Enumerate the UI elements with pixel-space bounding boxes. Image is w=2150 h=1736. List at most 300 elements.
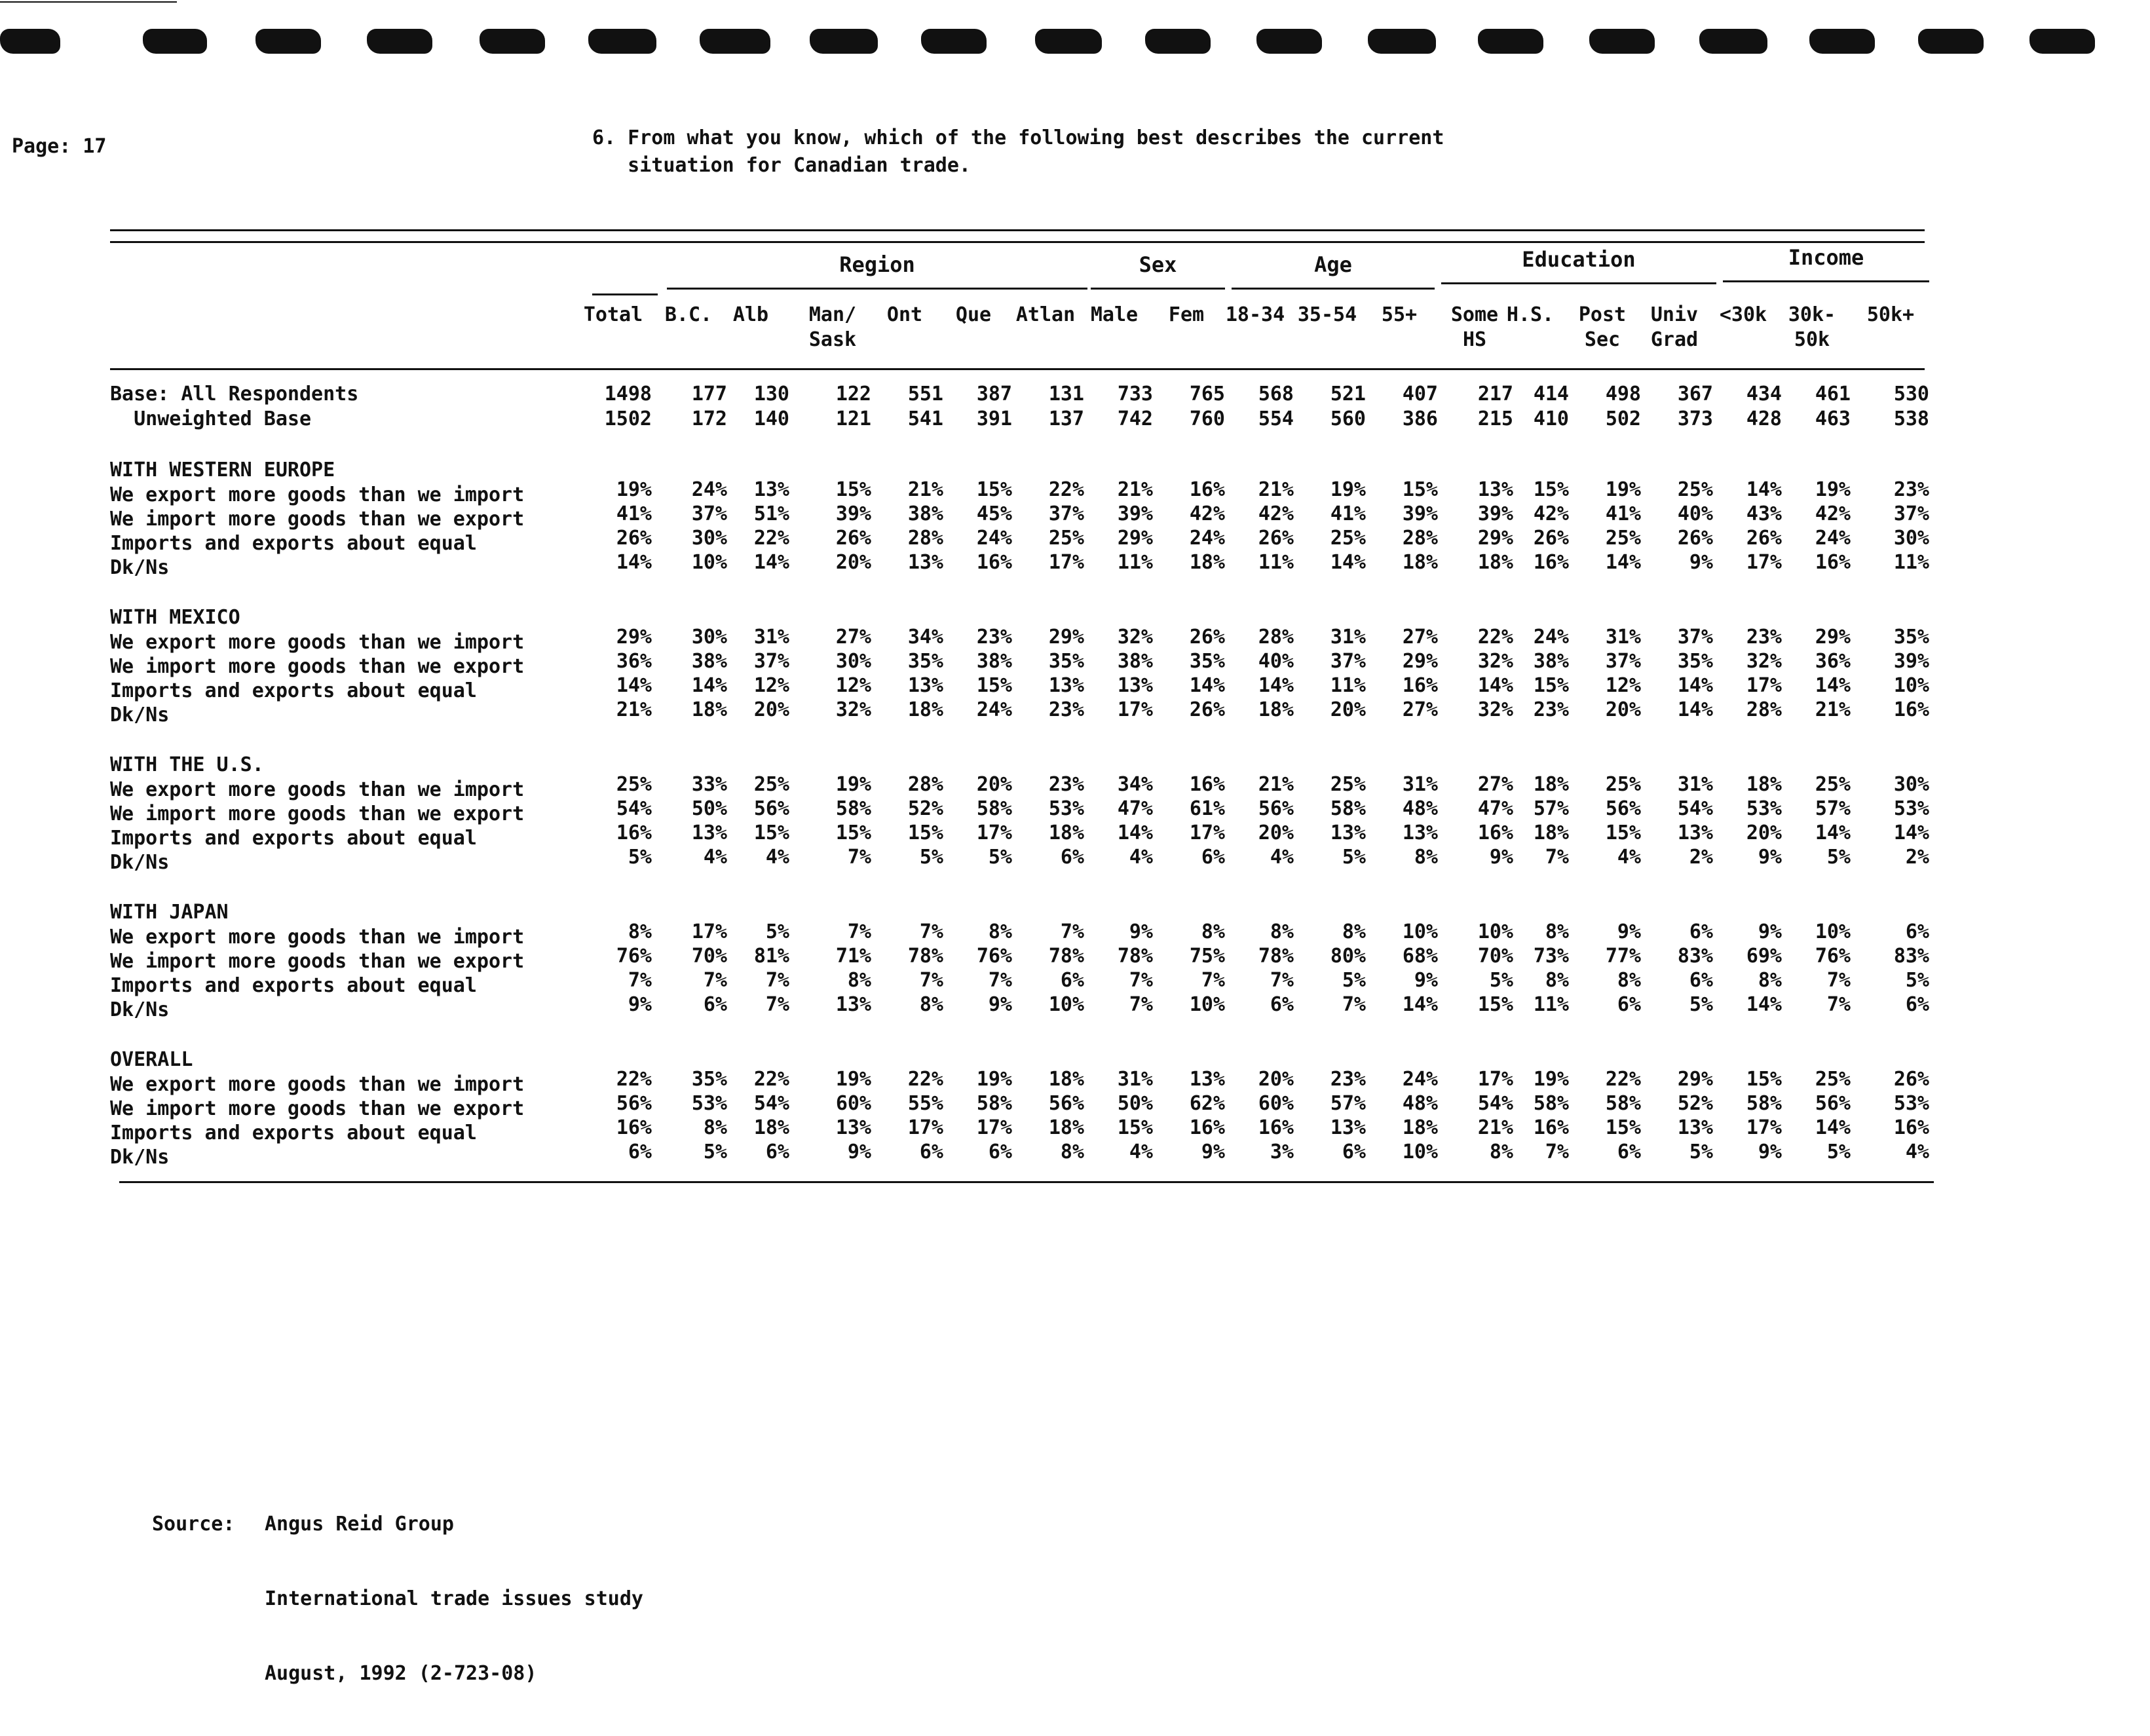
- column-header-line-1: Post: [1578, 303, 1627, 326]
- table-cell: 54%: [1477, 1092, 1513, 1115]
- table-cell: 26%: [1677, 527, 1713, 550]
- group-header: Education: [1522, 247, 1636, 272]
- column-header-line-1: Man/: [808, 303, 857, 326]
- table-cell: 8%: [1617, 969, 1641, 992]
- column-header: [1773, 303, 1851, 352]
- table-cell: 25%: [753, 773, 789, 796]
- table-cell: 9%: [1758, 1141, 1782, 1163]
- table-cell: 54%: [1677, 797, 1713, 820]
- column-header-line-1: Univ: [1650, 303, 1699, 326]
- unweighted-row-cell: 428: [1746, 407, 1782, 430]
- base-row-cell: 434: [1746, 383, 1782, 406]
- table-cell: 28%: [1746, 698, 1782, 721]
- table-cell: 6%: [1905, 920, 1929, 943]
- table-cell: 2%: [1905, 846, 1929, 869]
- table-cell: 29%: [1477, 527, 1513, 550]
- table-cell: 5%: [1826, 846, 1851, 869]
- table-cell: 25%: [1048, 527, 1084, 550]
- table-cell: 13%: [907, 551, 943, 574]
- table-cell: 17%: [1189, 821, 1225, 844]
- table-cell: 7%: [628, 969, 652, 992]
- question-line-1: 6. From what you know, which of the following best describes the current: [592, 126, 1444, 149]
- perforation-mark: [810, 29, 878, 54]
- group-underline: [667, 288, 1087, 290]
- table-cell: 43%: [1746, 502, 1782, 525]
- table-cell: 7%: [1342, 993, 1366, 1016]
- table-cell: 56%: [753, 797, 789, 820]
- table-cell: 62%: [1189, 1092, 1225, 1115]
- table-cell: 21%: [907, 478, 943, 501]
- table-cell: 29%: [616, 626, 652, 649]
- base-row-cell: 122: [835, 383, 871, 406]
- table-cell: 14%: [1117, 821, 1153, 844]
- table-cell: 34%: [907, 626, 943, 649]
- unweighted-row-cell: 560: [1330, 407, 1366, 430]
- table-cell: 38%: [1117, 650, 1153, 673]
- table-cell: 15%: [1605, 1116, 1641, 1139]
- table-cell: 26%: [616, 527, 652, 550]
- table-cell: 16%: [1893, 698, 1929, 721]
- table-cell: 28%: [907, 773, 943, 796]
- unweighted-row-cell: 742: [1117, 407, 1153, 430]
- table-cell: 31%: [1605, 626, 1641, 649]
- table-cell: 4%: [765, 846, 789, 869]
- table-cell: 23%: [1533, 698, 1569, 721]
- column-header: [1705, 303, 1782, 328]
- table-cell: 39%: [835, 502, 871, 525]
- base-row-cell: 551: [907, 383, 943, 406]
- table-cell: 32%: [1477, 698, 1513, 721]
- table-cell: 18%: [1048, 821, 1084, 844]
- table-cell: 60%: [835, 1092, 871, 1115]
- table-cell: 54%: [753, 1092, 789, 1115]
- perforation-mark: [921, 29, 987, 54]
- table-cell: 20%: [1330, 698, 1366, 721]
- source-note: [152, 1462, 643, 1685]
- table-cell: 5%: [1489, 969, 1513, 992]
- table-cell: 21%: [616, 698, 652, 721]
- column-header-line-1: Some: [1450, 303, 1499, 326]
- table-cell: 5%: [703, 1141, 727, 1163]
- table-cell: 27%: [1402, 626, 1438, 649]
- perforation-mark: [588, 29, 656, 54]
- table-cell: 38%: [976, 650, 1012, 673]
- table-cell: 16%: [1189, 1116, 1225, 1139]
- column-header-line-1: H.S.: [1506, 303, 1555, 326]
- table-cell: 8%: [703, 1116, 727, 1139]
- column-header: [1492, 303, 1569, 328]
- column-header: [935, 303, 1012, 328]
- section-title: WITH THE U.S.: [110, 753, 264, 776]
- table-cell: 61%: [1189, 797, 1225, 820]
- table-cell: 10%: [1893, 674, 1929, 697]
- column-header-line-1: Male: [1090, 303, 1139, 326]
- table-cell: 22%: [1477, 626, 1513, 649]
- table-cell: 56%: [616, 1092, 652, 1115]
- base-row-cell: 733: [1117, 383, 1153, 406]
- table-cell: 13%: [835, 993, 871, 1016]
- column-header: [1564, 303, 1641, 352]
- table-cell: 28%: [907, 527, 943, 550]
- table-cell: 50%: [691, 797, 727, 820]
- table-cell: 4%: [1270, 846, 1294, 869]
- table-cell: 32%: [1746, 650, 1782, 673]
- table-cell: 58%: [1330, 797, 1366, 820]
- table-cell: 58%: [1746, 1092, 1782, 1115]
- table-cell: 22%: [1048, 478, 1084, 501]
- table-cell: 24%: [976, 698, 1012, 721]
- table-cell: 20%: [835, 551, 871, 574]
- table-cell: 77%: [1605, 945, 1641, 968]
- table-cell: 83%: [1893, 945, 1929, 968]
- table-cell: 42%: [1258, 502, 1294, 525]
- table-cell: 34%: [1117, 773, 1153, 796]
- table-cell: 29%: [1117, 527, 1153, 550]
- table-cell: 10%: [1477, 920, 1513, 943]
- table-cell: 23%: [1048, 698, 1084, 721]
- unweighted-row-label: Unweighted Base: [110, 407, 312, 430]
- unweighted-row-cell: 502: [1605, 407, 1641, 430]
- group-underline: [1232, 288, 1435, 290]
- table-cell: 25%: [1677, 478, 1713, 501]
- table-cell: 27%: [835, 626, 871, 649]
- total-underline: [592, 293, 658, 295]
- table-cell: 6%: [1905, 993, 1929, 1016]
- table-cell: 17%: [976, 1116, 1012, 1139]
- table-cell: 14%: [1402, 993, 1438, 1016]
- section-title: OVERALL: [110, 1048, 193, 1071]
- perforation-mark: [1478, 29, 1543, 54]
- table-cell: 18%: [1048, 1068, 1084, 1091]
- table-cell: 7%: [847, 846, 871, 869]
- table-cell: 28%: [1402, 527, 1438, 550]
- table-cell: 14%: [1746, 993, 1782, 1016]
- group-underline: [1441, 282, 1716, 284]
- group-header: Income: [1788, 245, 1864, 270]
- table-cell: 60%: [1258, 1092, 1294, 1115]
- table-cell: 26%: [1533, 527, 1569, 550]
- table-cell: 58%: [1605, 1092, 1641, 1115]
- table-cell: 31%: [1402, 773, 1438, 796]
- table-cell: 4%: [1129, 846, 1153, 869]
- column-header-line-1: Fem: [1168, 303, 1205, 326]
- table-cell: 73%: [1533, 945, 1569, 968]
- table-cell: 4%: [1905, 1141, 1929, 1163]
- table-cell: 4%: [1129, 1141, 1153, 1163]
- table-cell: 7%: [1826, 969, 1851, 992]
- table-cell: 53%: [1746, 797, 1782, 820]
- table-cell: 25%: [1815, 1068, 1851, 1091]
- unweighted-row-cell: 1502: [604, 407, 652, 430]
- group-underline: [1723, 280, 1929, 282]
- table-cell: 37%: [1605, 650, 1641, 673]
- unweighted-row-cell: 538: [1893, 407, 1929, 430]
- table-cell: 18%: [1189, 551, 1225, 574]
- table-cell: 5%: [1826, 1141, 1851, 1163]
- unweighted-row-cell: 541: [907, 407, 943, 430]
- table-cell: 50%: [1117, 1092, 1153, 1115]
- table-cell: 5%: [1689, 993, 1713, 1016]
- perforation-mark: [255, 29, 321, 54]
- perforation-strip: [0, 22, 2150, 62]
- column-header: [1289, 303, 1366, 328]
- unweighted-row-cell: 137: [1048, 407, 1084, 430]
- column-header: [1636, 303, 1713, 352]
- unweighted-row-cell: 386: [1402, 407, 1438, 430]
- table-cell: 18%: [691, 698, 727, 721]
- column-header: [1076, 303, 1153, 328]
- base-row-cell: 521: [1330, 383, 1366, 406]
- perforation-mark: [1918, 29, 1984, 54]
- table-cell: 19%: [616, 478, 652, 501]
- table-cell: 56%: [1048, 1092, 1084, 1115]
- table-row-label: Dk/Ns: [110, 1146, 170, 1169]
- table-row-label: Dk/Ns: [110, 704, 170, 726]
- table-cell: 53%: [1048, 797, 1084, 820]
- table-cell: 26%: [835, 527, 871, 550]
- table-cell: 6%: [1689, 969, 1713, 992]
- table-cell: 13%: [1402, 821, 1438, 844]
- table-cell: 39%: [1893, 650, 1929, 673]
- column-header: [712, 303, 789, 328]
- table-cell: 37%: [691, 502, 727, 525]
- table-cell: 18%: [753, 1116, 789, 1139]
- table-cell: 37%: [1893, 502, 1929, 525]
- table-cell: 30%: [691, 527, 727, 550]
- table-cell: 13%: [1330, 821, 1366, 844]
- column-header-line-1: Ont: [886, 303, 923, 326]
- table-cell: 21%: [1258, 478, 1294, 501]
- base-row-cell: 568: [1258, 383, 1294, 406]
- table-cell: 13%: [1677, 1116, 1713, 1139]
- table-cell: 11%: [1258, 551, 1294, 574]
- table-cell: 2%: [1689, 846, 1713, 869]
- table-cell: 6%: [1270, 993, 1294, 1016]
- table-cell: 9%: [1201, 1141, 1225, 1163]
- table-cell: 7%: [765, 993, 789, 1016]
- table-cell: 29%: [1815, 626, 1851, 649]
- table-cell: 14%: [1815, 821, 1851, 844]
- perforation-mark: [1699, 29, 1767, 54]
- table-cell: 5%: [628, 846, 652, 869]
- unweighted-row-cell: 140: [753, 407, 789, 430]
- table-cell: 6%: [1060, 969, 1084, 992]
- table-cell: 15%: [753, 821, 789, 844]
- column-header-line-2: Grad: [1650, 328, 1699, 351]
- table-cell: 8%: [1201, 920, 1225, 943]
- table-cell: 32%: [1117, 626, 1153, 649]
- table-top-rule-2: [110, 241, 1925, 243]
- table-cell: 9%: [1758, 920, 1782, 943]
- table-cell: 19%: [835, 1068, 871, 1091]
- table-cell: 28%: [1258, 626, 1294, 649]
- table-cell: 8%: [1414, 846, 1438, 869]
- table-cell: 48%: [1402, 797, 1438, 820]
- column-header-line-1: 35-54: [1297, 303, 1357, 326]
- table-cell: 48%: [1402, 1092, 1438, 1115]
- table-cell: 16%: [1893, 1116, 1929, 1139]
- table-cell: 6%: [988, 1141, 1012, 1163]
- table-cell: 22%: [753, 1068, 789, 1091]
- base-row-cell: 217: [1477, 383, 1513, 406]
- table-cell: 13%: [1117, 674, 1153, 697]
- table-cell: 9%: [1489, 846, 1513, 869]
- group-header: Age: [1314, 252, 1352, 277]
- column-header-line-2: 50k: [1794, 328, 1830, 351]
- table-cell: 13%: [691, 821, 727, 844]
- table-cell: 26%: [1189, 698, 1225, 721]
- table-cell: 16%: [1189, 773, 1225, 796]
- table-cell: 17%: [1048, 551, 1084, 574]
- table-cell: 7%: [1129, 969, 1153, 992]
- table-cell: 21%: [1258, 773, 1294, 796]
- source-line-2: International trade issues study: [265, 1587, 643, 1610]
- perforation-mark: [367, 29, 432, 54]
- table-cell: 5%: [1342, 846, 1366, 869]
- table-cell: 16%: [1402, 674, 1438, 697]
- table-cell: 12%: [835, 674, 871, 697]
- table-cell: 13%: [1477, 478, 1513, 501]
- table-cell: 6%: [919, 1141, 943, 1163]
- table-cell: 41%: [1330, 502, 1366, 525]
- table-cell: 75%: [1189, 945, 1225, 968]
- table-cell: 56%: [1605, 797, 1641, 820]
- table-cell: 38%: [1533, 650, 1569, 673]
- table-row-label: Imports and exports about equal: [110, 974, 477, 997]
- table-cell: 9%: [988, 993, 1012, 1016]
- table-cell: 16%: [1189, 478, 1225, 501]
- table-row-label: We import more goods than we export: [110, 508, 525, 531]
- table-cell: 7%: [765, 969, 789, 992]
- table-cell: 57%: [1815, 797, 1851, 820]
- unweighted-row-cell: 373: [1677, 407, 1713, 430]
- table-cell: 24%: [1815, 527, 1851, 550]
- table-cell: 17%: [976, 821, 1012, 844]
- table-cell: 9%: [1129, 920, 1153, 943]
- table-row-label: Dk/Ns: [110, 851, 170, 874]
- table-cell: 41%: [616, 502, 652, 525]
- table-cell: 7%: [847, 920, 871, 943]
- section-title: WITH MEXICO: [110, 606, 240, 629]
- table-cell: 26%: [1893, 1068, 1929, 1091]
- perforation-mark: [1145, 29, 1211, 54]
- table-cell: 57%: [1330, 1092, 1366, 1115]
- unweighted-row-cell: 172: [691, 407, 727, 430]
- source-label: Source:: [152, 1513, 235, 1536]
- table-cell: 8%: [1545, 920, 1569, 943]
- header-bottom-rule: [110, 368, 1925, 370]
- table-cell: 25%: [1330, 527, 1366, 550]
- column-header: [1361, 303, 1438, 328]
- table-cell: 69%: [1746, 945, 1782, 968]
- table-row-label: We export more goods than we import: [110, 483, 525, 506]
- table-cell: 26%: [1746, 527, 1782, 550]
- table-cell: 15%: [1533, 674, 1569, 697]
- perforation-mark: [480, 29, 545, 54]
- table-cell: 55%: [907, 1092, 943, 1115]
- table-cell: 8%: [1270, 920, 1294, 943]
- table-cell: 16%: [1533, 1116, 1569, 1139]
- table-cell: 31%: [1677, 773, 1713, 796]
- table-cell: 17%: [1477, 1068, 1513, 1091]
- unweighted-row-cell: 463: [1815, 407, 1851, 430]
- group-header: Sex: [1139, 252, 1177, 277]
- table-bottom-rule: [119, 1181, 1934, 1183]
- table-cell: 18%: [907, 698, 943, 721]
- table-cell: 56%: [1815, 1092, 1851, 1115]
- base-row-cell: 177: [691, 383, 727, 406]
- table-cell: 16%: [616, 1116, 652, 1139]
- table-cell: 35%: [1893, 626, 1929, 649]
- column-header-line-1: 55+: [1381, 303, 1418, 326]
- table-cell: 16%: [1258, 1116, 1294, 1139]
- table-row-label: Dk/Ns: [110, 998, 170, 1021]
- table-cell: 36%: [616, 650, 652, 673]
- table-cell: 10%: [1815, 920, 1851, 943]
- column-header: [866, 303, 943, 328]
- table-cell: 3%: [1270, 1141, 1294, 1163]
- unweighted-row-cell: 554: [1258, 407, 1294, 430]
- table-cell: 20%: [1258, 821, 1294, 844]
- table-cell: 78%: [1048, 945, 1084, 968]
- table-cell: 10%: [1048, 993, 1084, 1016]
- table-cell: 15%: [976, 674, 1012, 697]
- table-cell: 20%: [1746, 821, 1782, 844]
- table-cell: 11%: [1330, 674, 1366, 697]
- column-header: [1148, 303, 1225, 328]
- table-cell: 30%: [1893, 773, 1929, 796]
- base-row-cell: 765: [1189, 383, 1225, 406]
- table-cell: 18%: [1746, 773, 1782, 796]
- table-cell: 38%: [907, 502, 943, 525]
- unweighted-row-cell: 121: [835, 407, 871, 430]
- table-cell: 26%: [1258, 527, 1294, 550]
- table-cell: 26%: [1189, 626, 1225, 649]
- table-cell: 35%: [1048, 650, 1084, 673]
- question-line-2: situation for Canadian trade.: [592, 154, 971, 177]
- table-row-label: Imports and exports about equal: [110, 679, 477, 702]
- table-cell: 5%: [1689, 1141, 1713, 1163]
- table-cell: 42%: [1533, 502, 1569, 525]
- table-cell: 32%: [1477, 650, 1513, 673]
- table-cell: 25%: [1605, 773, 1641, 796]
- column-header: [794, 303, 871, 352]
- table-cell: 15%: [1746, 1068, 1782, 1091]
- table-cell: 24%: [691, 478, 727, 501]
- table-cell: 9%: [847, 1141, 871, 1163]
- table-cell: 80%: [1330, 945, 1366, 968]
- table-cell: 42%: [1815, 502, 1851, 525]
- source-line-1: Angus Reid Group: [265, 1513, 454, 1536]
- column-header-line-2: HS: [1462, 328, 1487, 351]
- table-cell: 8%: [1545, 969, 1569, 992]
- base-row-cell: 461: [1815, 383, 1851, 406]
- perforation-mark: [1809, 29, 1875, 54]
- table-row-label: Dk/Ns: [110, 556, 170, 579]
- table-cell: 7%: [1826, 993, 1851, 1016]
- table-cell: 19%: [835, 773, 871, 796]
- table-cell: 8%: [1489, 1141, 1513, 1163]
- table-cell: 25%: [1605, 527, 1641, 550]
- table-cell: 47%: [1117, 797, 1153, 820]
- section-title: WITH WESTERN EUROPE: [110, 459, 335, 481]
- table-cell: 58%: [976, 797, 1012, 820]
- table-cell: 76%: [616, 945, 652, 968]
- table-cell: 18%: [1402, 551, 1438, 574]
- table-cell: 15%: [1477, 993, 1513, 1016]
- table-cell: 35%: [1677, 650, 1713, 673]
- table-cell: 19%: [1330, 478, 1366, 501]
